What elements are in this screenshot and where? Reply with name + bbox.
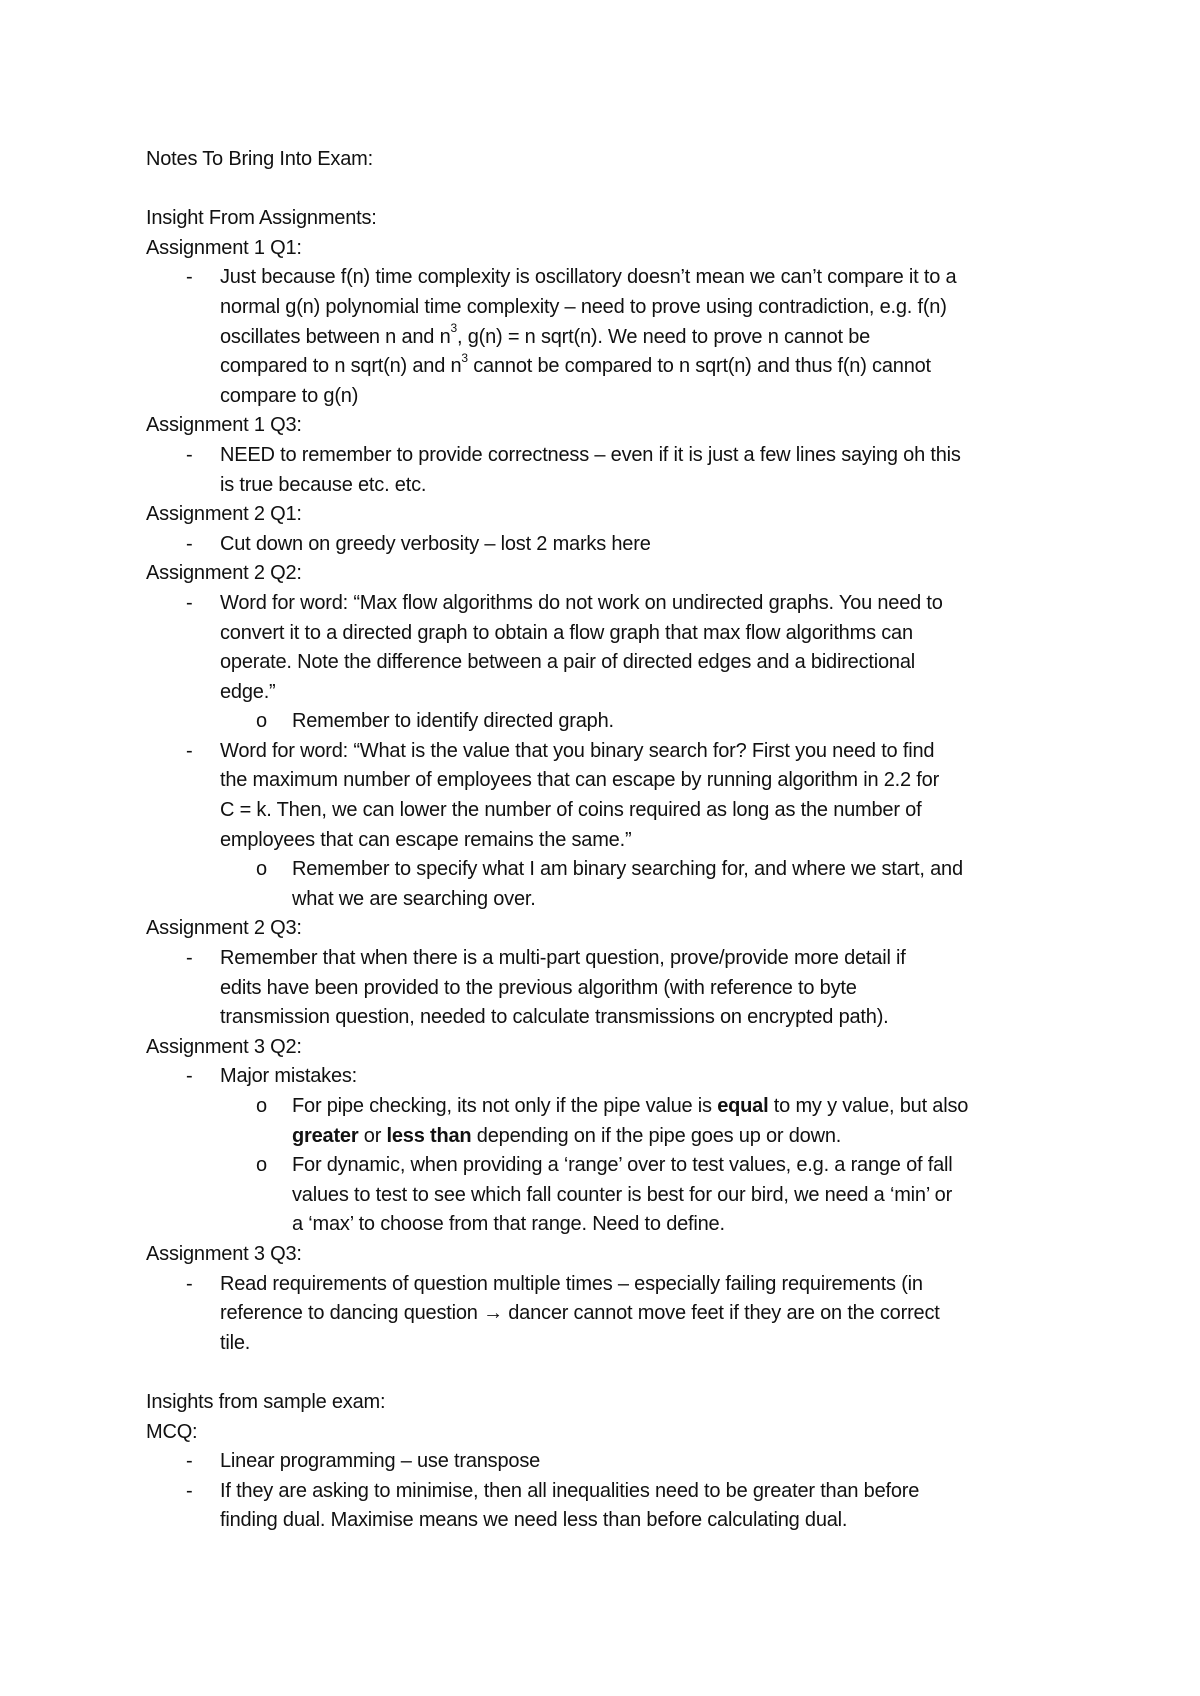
sub-bullet-item: o For dynamic, when providing a ‘range’ over to test values, e.g. a range of fall <box>146 1151 1076 1181</box>
bullet-item: - Major mistakes: <box>146 1062 1076 1092</box>
blank-line <box>146 1358 1076 1388</box>
bold-term: greater <box>292 1124 359 1147</box>
dash-bullet: - <box>186 443 193 466</box>
bullet-item: - Linear programming – use transpose <box>146 1447 1076 1477</box>
bullet-item: - Read requirements of question multiple times – especially failing requirements (in <box>146 1270 1076 1300</box>
bullet-item: - Just because f(n) time complexity is oscillatory doesn’t mean we can’t compare it to a <box>146 263 1076 293</box>
bullet-continuation: employees that can escape remains the same.” <box>220 828 632 851</box>
subsection-heading: Assignment 2 Q1: <box>146 503 302 526</box>
blank-line <box>146 175 1076 205</box>
bullet-continuation: edits have been provided to the previous algorithm (with reference to byte <box>220 976 857 999</box>
bullet-item: - Word for word: “Max flow algorithms do not work on undirected graphs. You need to <box>146 589 1076 619</box>
subsection-heading: Assignment 3 Q2: <box>146 1035 302 1058</box>
bullet-item: - Word for word: “What is the value that you binary search for? First you need to find <box>146 737 1076 767</box>
bullet-continuation: finding dual. Maximise means we need less than before calculating dual. <box>220 1509 848 1532</box>
dash-bullet: - <box>186 1450 193 1473</box>
section-heading: Insights from sample exam: <box>146 1390 386 1413</box>
bullet-item: - Remember that when there is a multi-part question, prove/provide more detail if <box>146 944 1076 974</box>
bold-term: equal <box>717 1095 769 1117</box>
dash-bullet: - <box>186 947 193 970</box>
bold-term: less than <box>386 1124 472 1147</box>
bullet-continuation: tile. <box>220 1331 251 1354</box>
bullet-continuation: transmission question, needed to calculate transmissions on encrypted path). <box>220 1006 889 1029</box>
bullet-continuation: edge.” <box>220 680 276 703</box>
subsection-heading: Assignment 2 Q3: <box>146 917 302 940</box>
bullet-item: - If they are asking to minimise, then all inequalities need to be greater than before <box>146 1477 1076 1507</box>
circle-bullet: o <box>256 1095 267 1117</box>
document-body <box>146 145 1076 1536</box>
circle-bullet: o <box>256 1154 267 1177</box>
sub-bullet-item: o Remember to specify what I am binary searching for, and where we start, and <box>146 855 1076 885</box>
right-arrow-icon: → <box>483 1302 503 1325</box>
subsection-heading: Assignment 2 Q2: <box>146 562 302 585</box>
bullet-item: - Cut down on greedy verbosity – lost 2 marks here <box>146 530 1076 560</box>
section-heading: Insight From Assignments: <box>146 207 377 230</box>
bullet-continuation: normal g(n) polynomial time complexity – need to prove using contradiction, e.g. f(n) <box>220 295 947 318</box>
bullet-continuation: the maximum number of employees that can escape by running algorithm in 2.2 for <box>220 769 940 792</box>
sub-bullet-continuation: what we are searching over. <box>292 887 536 910</box>
subsection-heading: Assignment 1 Q1: <box>146 236 302 259</box>
bullet-continuation: oscillates between n and $n^3$, g(n) = n sqrt(n). We need to prove n cannot be <box>220 320 871 348</box>
sub-bullet-item: o Remember to identify directed graph. <box>146 707 1076 737</box>
dash-bullet: - <box>186 591 193 614</box>
sub-bullet-item: o For pipe checking, its not only if the pipe value is equal to my y value, but also <box>146 1092 1076 1122</box>
dash-bullet: - <box>186 532 193 555</box>
dash-bullet: - <box>186 739 193 762</box>
bullet-continuation: C = k. Then, we can lower the number of coins required as long as the number of <box>220 799 922 822</box>
dash-bullet: - <box>186 1479 193 1502</box>
bullet-continuation: compare to g(n) <box>220 384 359 407</box>
subsection-heading: Assignment 1 Q3: <box>146 414 302 437</box>
circle-bullet: o <box>256 858 267 881</box>
bullet-continuation: operate. Note the difference between a pair of directed edges and a bidirectional <box>220 651 916 674</box>
bullet-item: - NEED to remember to provide correctness – even if it is just a few lines saying oh this <box>146 441 1076 471</box>
bullet-continuation: convert it to a directed graph to obtain a flow graph that max flow algorithms can <box>220 621 913 644</box>
document-title: Notes To Bring Into Exam: <box>146 148 373 170</box>
sub-bullet-continuation: values to test to see which fall counter is best for our bird, we need a ‘min’ or <box>292 1183 953 1206</box>
sub-bullet-continuation: greater or less than depending on if the pipe goes up or down. <box>292 1124 842 1147</box>
bullet-continuation: is true because etc. etc. <box>220 473 427 496</box>
subsection-heading: Assignment 3 Q3: <box>146 1242 302 1265</box>
dash-bullet: - <box>186 266 193 289</box>
dash-bullet: - <box>186 1065 193 1088</box>
subsection-heading: MCQ: <box>146 1420 198 1443</box>
dash-bullet: - <box>186 1272 193 1295</box>
circle-bullet: o <box>256 710 267 733</box>
sub-bullet-continuation: a ‘max’ to choose from that range. Need to define. <box>292 1213 725 1236</box>
bullet-continuation: compared to n sqrt(n) and $n^3$ cannot be compared to n sqrt(n) and thus f(n) cannot <box>220 350 931 378</box>
bullet-continuation: reference to dancing question → dancer cannot move feet if they are on the correct <box>220 1302 940 1325</box>
